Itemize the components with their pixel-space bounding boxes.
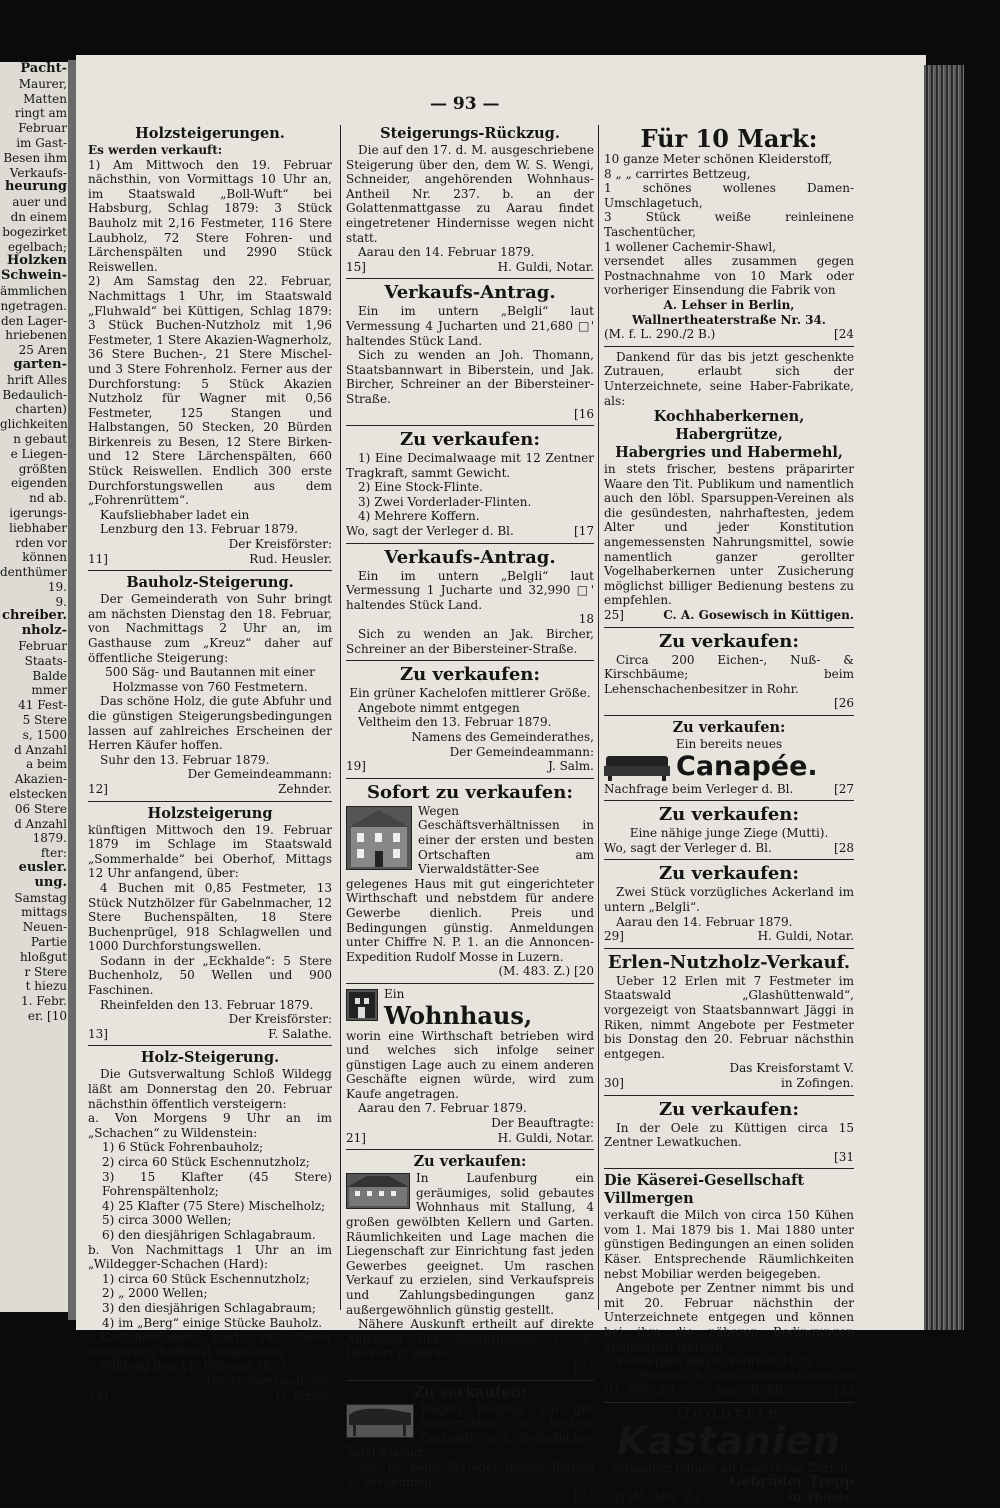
ad-title: Erlen-Nutzholz-Verkauf.: [607, 951, 851, 973]
ad-body: künftigen Mittwoch den 19. Februar 1879 im Schlage im Staatswald „Sommerhalde“ bei Oberhof, Mittags 12 Uhr anfangend, über:: [88, 822, 332, 881]
prev-page-line: nholz-: [21, 623, 67, 639]
ad-pretitle: Gedörrte: [676, 1403, 782, 1422]
ad-role: Der Beauftragte:: [491, 1116, 594, 1131]
ad-item: 8 „ „ carrirtes Bettzeug,: [604, 166, 751, 181]
prev-page-line: Partie: [30, 935, 67, 950]
ad-role: Der Kreisförster:: [228, 537, 332, 552]
ad-number: [31: [834, 1149, 854, 1164]
column-3: [604, 122, 854, 1508]
ad-number: [23: [574, 1489, 594, 1504]
prev-page-line: eigenden: [11, 476, 67, 491]
ad-lewatkuchen: [604, 1096, 854, 1170]
ad-signature: Zehnder.: [278, 781, 332, 796]
prev-page-line: ung.: [34, 874, 67, 890]
ad-item: 4) im „Berg“ einige Stücke Bauholz.: [102, 1315, 323, 1330]
prev-page-line: ngetragen.: [0, 298, 67, 313]
prev-page-line: Samstag: [14, 890, 67, 905]
ad-number: 18: [578, 612, 594, 627]
ad-role: Das Kreisforstamt V.: [729, 1061, 854, 1076]
prev-page-line: größten: [18, 461, 67, 476]
ad-title: Zu verkaufen:: [658, 630, 800, 652]
column-rule-1: [340, 125, 341, 1310]
ad-headline: Habergries und Habermehl,: [615, 444, 843, 462]
ad-item: 1) circa 60 Stück Eschennutzholz;: [102, 1271, 310, 1286]
ad-title: Die Käserei-Gesellschaft Villmergen: [604, 1172, 805, 1208]
ad-section: b. Von Nachmittags 1 Uhr an im „Wildegger-Schachen (Hard):: [88, 1242, 332, 1272]
ad-holz-steigerung-wildegg: [88, 1046, 332, 1407]
prev-page-line: Pacht-: [20, 62, 67, 76]
ad-place-date: Suhr den 13. Februar 1879.: [100, 752, 270, 767]
ad-pretitle: Ein: [384, 986, 405, 1001]
prev-page-line: charten): [15, 402, 67, 417]
ad-place-date: Veltheim den 13. Februar 1879.: [358, 715, 552, 730]
ad-body: worin eine Wirthschaft betrieben wird und welches sich infolge seiner günstigen Lage auch zu einem anderen Geschäfte eignen würde, wird zum Kaufe angetragen.: [346, 1028, 594, 1101]
ad-number: 29]: [604, 929, 624, 944]
ad-where: Wo, sagt der Verleger d. Bl.: [346, 524, 514, 539]
ad-zu-verkaufen-kachelofen: [346, 661, 594, 779]
ad-body: Die auf den 17. d. M. ausgeschriebene Steigerung über den, dem W. S. Wengi, Schneider, angehörenden Wohnhaus-Antheil Nr. 237. b. an der Golattenmattgasse zu Aarau findet eingetretener Hindernisse wegen nicht statt.: [346, 143, 594, 245]
prev-page-line: mittags: [21, 905, 67, 920]
prev-page-line: können: [22, 550, 67, 565]
ad-place-date: Aarau den 14. Februar 1879.: [358, 245, 535, 260]
ad-body: verkaufen billigst ab Lagerhaus Zürich: [610, 1460, 848, 1475]
ad-item: 5) circa 3000 Wellen;: [102, 1213, 232, 1228]
ad-number: 15]: [346, 259, 366, 274]
ad-number: [17: [574, 524, 594, 539]
ad-section: a. Von Morgens 9 Uhr an im „Schachen“ zu Wildenstein:: [88, 1111, 332, 1140]
ad-baeume: [604, 628, 854, 716]
prev-page-line: Akazien-: [14, 772, 67, 787]
ad-item: 3 Stück weiße reinleinene Taschentücher,: [604, 210, 854, 239]
ad-body: in stets frischer, bestens präparirter Waare den Tit. Publikum und namentlich auch den löbl. Sparsuppen-Vereinen als die gesündesten, nahrhaftesten, jedem Alter und jeder Konstitution angemessensten Nahrungsmittel, sowie namentlich ganzer gerollter Vogelhaberkernen unter Zusicherung möglichst billiger Bedienung bestens zu empfehlen.: [604, 462, 854, 608]
prev-page-line: hrift Alles: [7, 372, 67, 387]
prev-page-line: Neuen-: [22, 920, 67, 935]
ad-holzsteigerung-rheinfelden: [88, 802, 332, 1047]
ad-role: Die Gutsverwaltung:: [206, 1373, 332, 1388]
prev-page-line: rden vor: [15, 535, 67, 550]
ad-title: Zu verkaufen:: [399, 429, 541, 451]
ad-sofort-zu-verkaufen: [346, 779, 594, 984]
ad-number: 19]: [346, 759, 366, 774]
ad-verkaufs-antrag-1: [346, 279, 594, 426]
prev-page-line: Februar: [18, 639, 67, 654]
ad-role: Der Kreisförster:: [228, 1012, 332, 1027]
prev-page-line: heurung: [4, 179, 67, 195]
ad-body: Nähere Auskunft ertheilt auf direkte Anfragen der Eigenthümer, C. F. Beckert in Aarau.: [346, 1317, 594, 1361]
ad-kastanien: [604, 1403, 854, 1508]
prev-page-line: garten-: [13, 356, 67, 372]
prev-page-line: chreiber.: [2, 608, 67, 624]
ad-body: Circa 200 Eichen-, Nuß- & Kirschbäume; beim Lehenschachenbesitzer in Rohr.: [604, 652, 854, 696]
prev-page-line: 9.: [55, 594, 67, 609]
ad-body: Angebote per Zentner nimmt bis und mit 20. Februar nächsthin der Unterzeichnete entgegen und können bei ihm die näheren Bedingungen eingesehen werden.: [604, 1281, 854, 1354]
ad-number: [24: [834, 327, 854, 342]
ad-title: Holzsteigerung: [147, 804, 273, 822]
prev-page-line: igerungs-: [9, 505, 67, 520]
ad-title: Wohnhaus,: [384, 1000, 533, 1030]
ad-item: 3) den diesjährigen Schlagabraum;: [102, 1300, 316, 1315]
ad-number: 33] (M. 468. Z.): [604, 1489, 700, 1504]
prev-page-line: s, 1500: [22, 727, 67, 742]
ad-place: in Thusis.: [787, 1489, 854, 1504]
prev-page-line: 5 Stere: [22, 713, 67, 728]
prev-page-line: Februar: [18, 121, 67, 136]
prev-page-line: Schwein-: [0, 268, 67, 284]
ad-number: 12]: [88, 781, 108, 796]
ad-signature: zum „Rößli“.: [715, 1383, 793, 1398]
ad-item: 500 Säg- und Bautannen mit einer Holzmasse von 760 Festmetern.: [105, 665, 315, 694]
ad-code: (M. f. L. 290./2 B.): [604, 327, 716, 342]
ad-title: Zu verkaufen:: [658, 863, 800, 885]
ad-item: 1 schönes wollenes Damen-Umschlagetuch,: [604, 181, 854, 210]
ad-title: Für 10 Mark:: [640, 124, 818, 153]
ad-where: Wo, ist beim Verleger dieses Blattes zu vernehmen.: [346, 1459, 594, 1489]
prev-page-line: t hiezu: [25, 979, 67, 994]
prev-page-line: Verkaufs-: [9, 165, 67, 180]
ad-number: [27: [834, 781, 854, 796]
ad-number: 11]: [88, 551, 108, 566]
ad-item: 2) circa 60 Stück Eschennutzholz;: [102, 1155, 310, 1169]
ad-body: Eine nähige junge Ziege (Mutti).: [629, 826, 829, 841]
prev-page-line: auer und: [12, 195, 67, 210]
prev-page-line: Bedaulich-: [2, 387, 67, 402]
prev-page-line: r Stere: [24, 964, 67, 979]
ad-body: Zwei Stück vorzügliches Ackerland im untern „Belgli“.: [604, 885, 854, 914]
ad-body: Das schöne Holz, die gute Abfuhr und die günstigen Steigerungsbedingungen lassen auf zahlreiches Erscheinen der Herren Käufer hoffen.: [88, 694, 332, 753]
house-icon: [346, 989, 378, 1021]
prev-page-line: hriebenen: [5, 328, 67, 343]
ad-number: [20: [574, 964, 594, 979]
ad-item: 3) Zwei Vorderlader-Flinten.: [358, 494, 532, 509]
ad-title: Holz-Steigerung.: [140, 1049, 280, 1067]
ad-firm: A. Lehser in Berlin, Wallnertheaterstraße Nr. 34.: [632, 297, 826, 327]
ad-body: Ueber 12 Erlen mit 7 Festmeter im Staatswald „Glashüttenwald“, vorgezeigt von Staatsbannwart Jäggi in Riken, nimmt Angebote per Festmeter bis Donstag den 20. Februar nächsthin entgegen.: [604, 973, 854, 1061]
ad-place-date: Aarau den 7. Februar 1879.: [358, 1101, 527, 1116]
ad-role: Der Gemeindeammann:: [187, 767, 332, 782]
ad-body: Ein grüner Kachelofen mittlerer Größe.: [349, 686, 591, 701]
ad-item: 3) 15 Klafter (45 Stere) Fohrenspältenholz;: [102, 1169, 332, 1199]
ad-body: Sich zu wenden an Jak. Bircher, Schreiner an der Bibersteiner-Straße.: [346, 627, 594, 656]
ad-body: verkauft die Milch von circa 150 Kühen vom 1. Mai 1879 bis 1. Mai 1880 unter günstigen Bedingungen an einen soliden Käser. Entsprechende Räumlichkeiten nebst Mobiliar werden beigegeben.: [604, 1208, 854, 1281]
ad-place-date: Lenzburg den 13. Februar 1879.: [100, 522, 298, 537]
ad-title: Zu verkaufen:: [399, 664, 541, 686]
prev-page-line: mmer: [31, 683, 67, 698]
ad-fuer-10-mark: [604, 122, 854, 347]
ad-steigerungs-rueckzug: [346, 122, 594, 279]
prev-page-line: Holzken: [6, 253, 67, 269]
ad-kaeserei-villmergen: [604, 1169, 854, 1403]
ad-body: Der Gemeinderath von Suhr bringt am nächsten Dienstag den 18. Februar, von Nachmittags 2 Uhr an, im Gasthause zum „Kreuz“ daher auf öffentliche Steigerung:: [88, 592, 332, 665]
prev-page-line: Staats-: [24, 653, 67, 668]
prev-page-line: Besen ihm: [3, 150, 67, 165]
prev-page-line: nd ab.: [29, 491, 67, 506]
ad-body: versendet alles zusammen gegen Postnachnahme von 10 Mark oder vorheriger Einsendung die Fabrik von: [604, 254, 854, 298]
ad-signature: C. A. Gosewisch in Küttigen.: [663, 608, 854, 623]
prev-page-line: er. [10: [27, 1009, 67, 1023]
ad-title: Kastanien: [617, 1418, 841, 1463]
sofa-illustration-icon: [604, 752, 670, 782]
prev-page-line: Maurer,: [18, 76, 67, 91]
ad-signature: H. Guldi, Notar.: [497, 259, 594, 274]
prev-page-line: denthümer: [0, 565, 68, 580]
ad-signature: F. Salathe.: [268, 1026, 332, 1041]
prev-page-line: ämmlichen: [0, 283, 67, 298]
ad-verkaufs-antrag-2: [346, 544, 594, 662]
ad-title: Zu verkaufen:: [658, 1098, 800, 1120]
ad-code: (M. 483. Z.): [498, 964, 571, 979]
ad-item: 2) „ 2000 Wellen;: [102, 1286, 208, 1301]
prev-page-line: n gebaut: [13, 431, 67, 446]
ad-title: Holzsteigerungen.: [135, 125, 285, 142]
prev-page-line: egelbach;: [7, 239, 67, 254]
ad-place-date: Villmergen den 9. Februar 1879.: [616, 1354, 816, 1369]
ad-role: Namens des Gemeinderathes,: [411, 730, 594, 744]
ad-firm: Gebrüder Trepp: [729, 1474, 854, 1491]
ad-canapee: [604, 716, 854, 801]
ad-wohnhaus: [346, 984, 594, 1150]
ad-title: Bauholz-Steigerung.: [126, 574, 294, 592]
ad-item: 4) 25 Klafter (75 Stere) Mischelholz;: [102, 1198, 326, 1213]
ad-title: Verkaufs-Antrag.: [384, 282, 556, 304]
ad-headline: Kochhaberkernen, Habergrütze,: [653, 408, 805, 444]
prev-page-line: Matten: [23, 91, 67, 106]
prev-page-line: 06 Stere: [14, 801, 67, 816]
ad-number: 14]: [88, 1388, 108, 1403]
ad-body: Nachfrage beim Verleger d. Bl.: [604, 781, 794, 796]
ad-signature: H. Guldi, Notar.: [757, 929, 854, 944]
prev-page-line: bogezirket: [2, 224, 67, 239]
ad-body: Wegen Wegzug ein gut konservirtes, in bestem Zustande sich befindliches Tafel-Klavier.: [346, 1401, 594, 1460]
ad-item: 10 ganze Meter schönen Kleiderstoff,: [604, 152, 833, 166]
ad-erlen-nutzholz: [604, 949, 854, 1096]
ad-title: Verkaufs-Antrag.: [384, 546, 556, 568]
prev-page-line: dn einem: [10, 209, 67, 224]
ad-title: Zu verkaufen:: [413, 1153, 527, 1171]
ad-tafel-klavier: [346, 1381, 594, 1508]
ad-number: [28: [834, 840, 854, 855]
prev-page-line: im Gast-: [16, 135, 67, 150]
ad-body: Ein im untern „Belgli“ laut Vermessung 4 Jucharten und 21,680 □' haltendes Stück Land.: [346, 304, 594, 348]
ad-body: Wegen Geschäftsverhältnissen in einer der ersten und besten Ortschaften am Vierwaldstätter-See gelegenes Haus mit gut eingerichteter Wirthschaft und nebstdem für andere Gewerbe dienlich. Preis und Bedingungen günstig. Anmeldungen unter Chiffre N. P. 1. an die Annoncen-Expedition Rudolf Mosse in Luzern.: [346, 803, 594, 964]
piano-illustration-icon: [346, 1404, 414, 1438]
ad-signature: Rud. Heusler.: [249, 551, 332, 566]
prev-page-line: d Anzahl: [14, 742, 67, 757]
ad-signature: J. Salm.: [548, 759, 594, 774]
prev-page-line: 1879.: [32, 831, 67, 846]
ad-invite: Kaufsliebhaber ladet ein: [100, 507, 250, 522]
column-2: [346, 122, 594, 1508]
prev-page-line: e Liegen-: [10, 446, 67, 461]
prev-page-line: ringt am: [14, 106, 67, 121]
book-page-edges: [924, 65, 964, 1330]
ad-number: [22: [574, 1360, 594, 1375]
ad-number: 30]: [604, 1075, 624, 1090]
building-illustration-icon: [346, 1173, 410, 1209]
ad-item: 4 Buchen mit 0,85 Festmeter, 13 Stück Nutzhölzer für Gabelnmacher, 12 Stere Buchenspälten, 18 Stere Buchenprügel, 918 Schlagwellen und 1000 Durchforstungswellen.: [88, 880, 332, 954]
prev-page-line: hloßgut: [19, 949, 67, 964]
ad-intro: Es werden verkauft:: [88, 143, 223, 157]
prev-page-line: eusler.: [18, 860, 67, 876]
ad-haber-fabrikate: [604, 347, 854, 628]
ad-number: 13]: [88, 1026, 108, 1041]
ad-item: 1) Am Mittwoch den 19. Februar nächsthin, von Vormittags 10 Uhr an, im Staatswald „Boll-Wuft“ bei Habsburg, Schlag 1879: 3 Stück Bauholz mit 2,16 Festmeter, 116 Stere Laubholz, 72 Stere Fohren- und Lärchenspälten und 2990 Stück Reiswellen.: [88, 157, 332, 274]
ad-number: 25]: [604, 608, 624, 623]
ad-signature: H. Guldi, Notar.: [497, 1130, 594, 1145]
ad-bauholz-steigerung: [88, 571, 332, 801]
ad-item: 1) Eine Decimalwaage mit 12 Zentner Tragkraft, sammt Gewicht.: [346, 451, 594, 480]
ad-code: (H. 566. Z.): [604, 1383, 674, 1398]
house-illustration-icon: [346, 806, 412, 870]
ad-product-name: Canapée.: [676, 750, 818, 782]
ad-body: Sich zu wenden an Joh. Thomann, Staatsbannwart in Biberstein, und Jak. Bircher, Schreiner an der Bibersteiner-Straße.: [346, 348, 594, 406]
ad-holzsteigerungen: [88, 122, 332, 571]
ad-signature: H. Streit.: [275, 1388, 332, 1403]
ad-place-date: Wildegg den 11. Februar 1879.: [100, 1359, 290, 1374]
column-rule-2: [598, 125, 599, 1310]
ad-invite: Kaufsliebhaber sind zu dieser Steigerung höflichst eingeladen.: [88, 1330, 332, 1359]
prev-page-line: den Lager-: [0, 313, 67, 328]
ad-body: In der Oele zu Küttigen circa 15 Zentner Lewatkuchen.: [604, 1120, 854, 1150]
ad-ackerland: [604, 860, 854, 948]
prev-page-line: 1. Febr.: [21, 994, 67, 1009]
prev-page-line: fter:: [40, 846, 67, 861]
prev-page-line: 41 Fest-: [18, 698, 67, 713]
ad-body: Die Gutsverwaltung Schloß Wildegg läßt am Donnerstag den 20. Februar nächsthin öffentlich versteigern:: [88, 1067, 332, 1111]
prev-page-line: a beim: [26, 757, 67, 772]
ad-title: Sofort zu verkaufen:: [367, 781, 573, 803]
ad-role: Fischbach, Vice-Gemeindeammann: [640, 1368, 854, 1383]
ad-body: Dankend für das bis jetzt geschenkte Zutrauen, erlaubt sich der Unterzeichnete, seine Haber-Fabrikate, als:: [604, 349, 854, 408]
previous-page-fragment: [0, 62, 70, 1312]
page-number: — 93 —: [430, 94, 500, 114]
ad-zu-verkaufen-decimalwaage: [346, 426, 594, 544]
ad-body: In Laufenburg ein geräumiges, solid gebautes Wohnhaus mit Stallung, 4 großen gewölbten Kellern und Garten. Räumlichkeiten und Lage machen die Liegenschaft zur Einrichtung fast jeden Gewerbes geeignet. Um raschen Verkauf zu erzielen, sind Verkaufspreis und Zahlungsbedingungen ganz außergewöhnlich günstig gestellt.: [346, 1171, 594, 1317]
ad-place-date: Rheinfelden den 13. Februar 1879.: [100, 997, 314, 1012]
ad-title: Zu verkaufen:: [672, 719, 786, 736]
ad-number: [16: [574, 406, 594, 421]
prev-page-line: elstecken: [9, 787, 67, 802]
ad-item: 6) den diesjährigen Schlagabraum.: [102, 1227, 316, 1242]
ad-item: 1) 6 Stück Fohrenbauholz;: [102, 1140, 264, 1155]
ad-ziege: [604, 801, 854, 860]
prev-page-line: d Anzahl: [14, 816, 67, 831]
ad-item: 2) Eine Stock-Flinte.: [358, 480, 483, 495]
ad-item: 2) Am Samstag den 22. Februar, Nachmittags 1 Uhr, im Staatswald „Fluhwald“ bei Küttigen, Schlag 1879: 3 Stück Buchen-Nutzholz mit 1,96 Festmeter, 1 Stere Akazien-Wagnerholz, 36 Stere Buchen-, 21 Stere Mischel- und 3 Stere Fohrenholz. Ferner aus der Durchforstung: 5 Stück Akazien Nutzholz für Wagner mit 0,56 Festmeter, 125 Stangen und Halbstangen, 50 Stecken, 20 Bürden Birkenreis zu Besen, 12 Stere Birken- und 12 Stere Lärchenspälten, 660 Stück Reiswellen. Endlich 300 erste Durchforstungswellen aus dem „Fohrenrüttem“.: [88, 274, 332, 508]
ad-item: Sodann in der „Eckhalde“: 5 Stere Buchenholz, 50 Wellen und 900 Faschinen.: [88, 953, 332, 998]
ad-item: 1 wollener Cachemir-Shawl,: [604, 239, 777, 254]
prev-page-line: 19.: [47, 579, 67, 594]
ad-where: Wo, sagt der Verleger d. Bl.: [604, 840, 772, 855]
ad-title: Zu verkaufen:: [413, 1383, 527, 1401]
ad-number: [32: [834, 1383, 854, 1398]
ad-number: 21]: [346, 1130, 366, 1145]
ad-item: 4) Mehrere Koffern.: [358, 509, 480, 524]
ad-number: [26: [834, 696, 854, 711]
prev-page-line: glichkeiten: [0, 417, 68, 432]
ad-wohnhaus-laufenburg: [346, 1150, 594, 1380]
prev-page-line: 25 Aren: [18, 343, 67, 358]
column-1: [88, 122, 332, 1407]
ad-place-date: Aarau den 14. Februar 1879.: [616, 914, 793, 929]
ad-title: Zu verkaufen:: [658, 804, 800, 826]
prev-page-line: liebhaber: [9, 520, 67, 535]
ad-body: Angebote nimmt entgegen: [358, 700, 520, 715]
ad-subtitle: Ein bereits neues: [675, 737, 783, 751]
ad-signature: in Zofingen.: [780, 1075, 854, 1090]
prev-page-line: Balde: [32, 668, 67, 683]
ad-body: Ein im untern „Belgli“ laut Vermessung 1 Jucharte und 32,990 □' haltendes Stück Land.: [346, 568, 594, 612]
ad-title: Steigerungs-Rückzug.: [380, 125, 560, 142]
ad-role: Der Gemeindeammann:: [449, 744, 594, 759]
